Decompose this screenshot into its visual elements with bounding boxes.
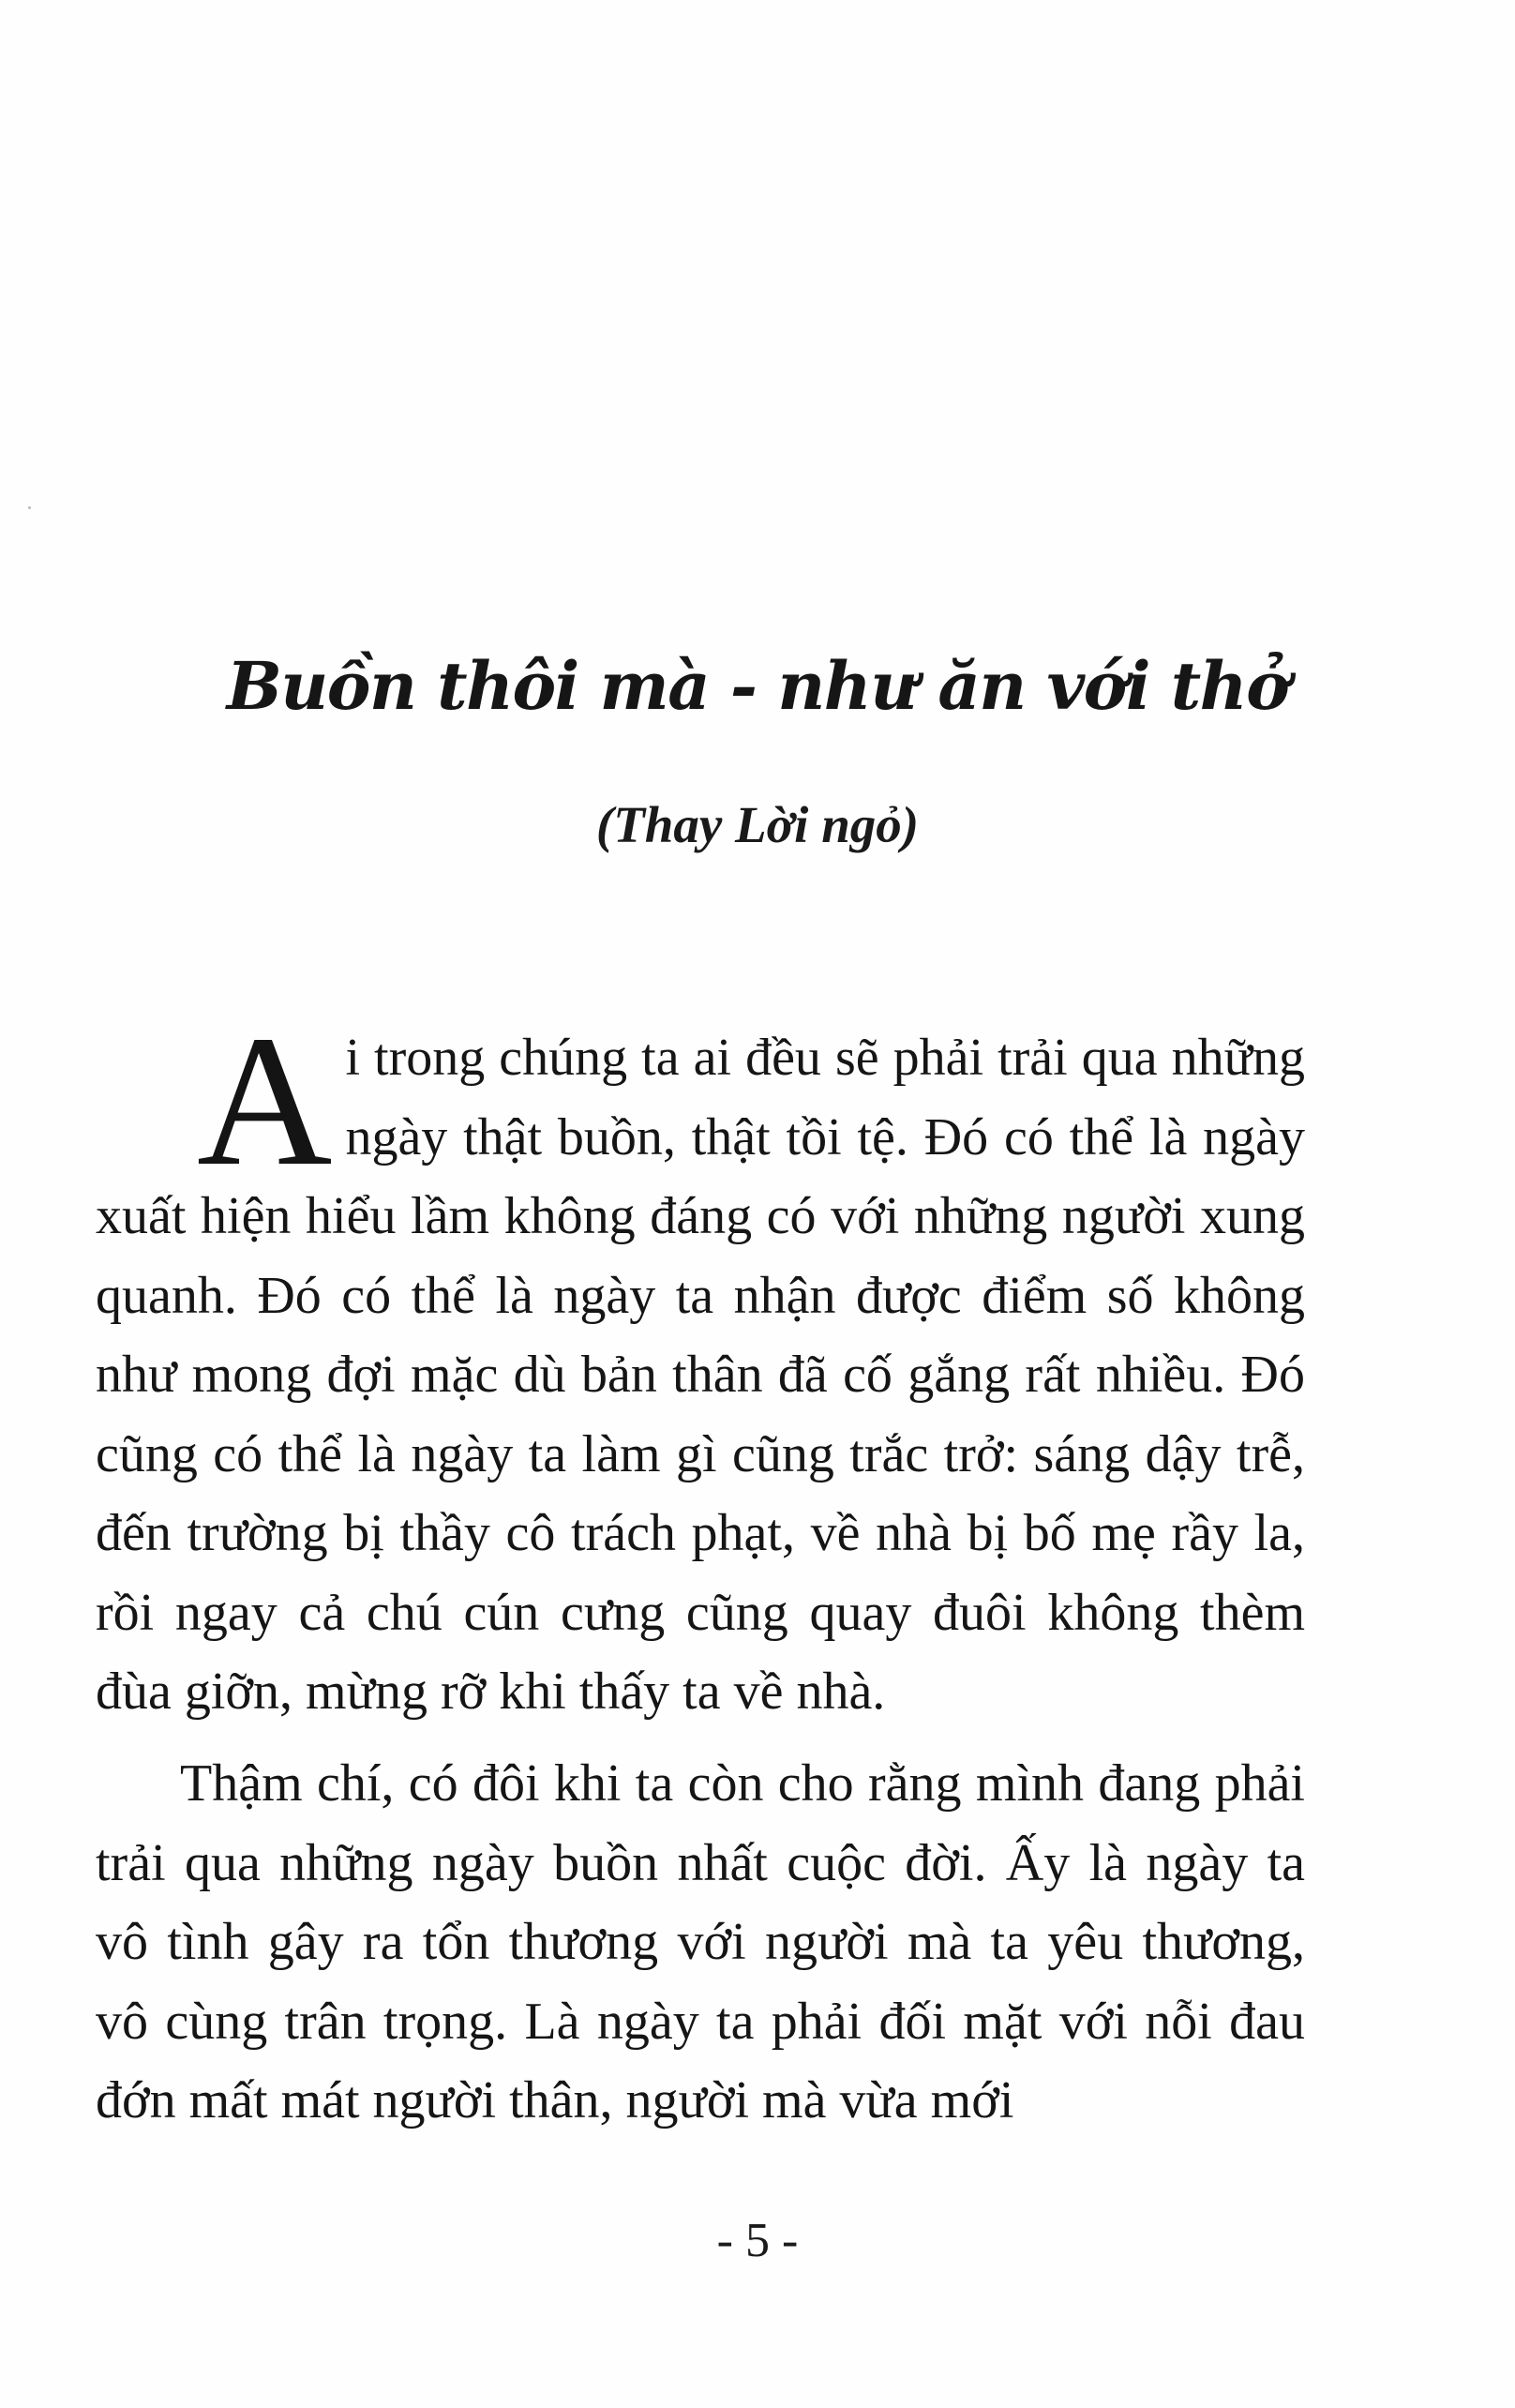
chapter-subtitle: (Thay Lời ngỏ) bbox=[595, 796, 920, 853]
paragraph-1-text: i trong chúng ta ai đều sẽ phải trải qua những ngày thật buồn, thật tồi tệ. Đó có thể là ngày xuất hiện hiểu lầm không đáng có với những người xung quanh. Đó có thể là ngày ta nhận được điểm số không như mong đợi mặc dù bản thân đã cố gắng rất nhiều. Đó cũng có thể là ngày ta làm gì cũng trắc trở: sáng dậy trễ, đến trường bị thầy cô trách phạt, về nhà bị bố mẹ rầy la, rồi ngay cả chú cún cưng cũng quay đuôi không thèm đùa giỡn, mừng rỡ khi thấy ta về nhà. bbox=[96, 1029, 1305, 1721]
page-number: - 5 - bbox=[716, 2214, 799, 2267]
chapter-title: Buồn thôi mà - như ăn với thở bbox=[226, 647, 1289, 725]
paragraph-2: Thậm chí, có đôi khi ta còn cho rằng mình đang phải trải qua những ngày buồn nhất cuộc đời. Ấy là ngày ta vô tình gây ra tổn thương với người mà ta yêu thương, vô cùng trân trọng. Là ngày ta phải đối mặt với nỗi đau đớn mất mát người thân, người mà vừa mới bbox=[96, 1754, 1305, 2130]
paragraph-1 bbox=[96, 998, 1305, 1732]
scan-speck bbox=[28, 506, 31, 509]
drop-cap: A bbox=[197, 998, 333, 1205]
